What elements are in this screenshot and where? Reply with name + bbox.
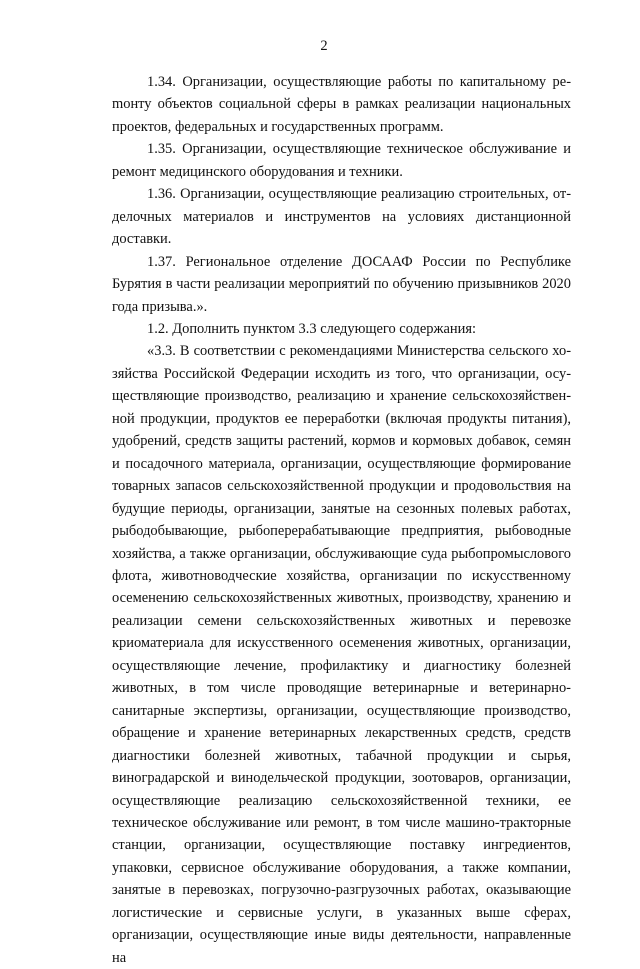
document-body [112,71,571,969]
paragraph-3-3: «3.3. В соответствии с рекомендациями Министерства сельского хозяйства Российской Федерации исходить из того, что организации, осуществляющие производство, реализацию и хранение сельскохозяйственной продукции, продуктов ее переработки (включая продукты питания), удобрений, средств защиты растений, кормов и кормовых добавок, семян и посадочного материала, организации, осуществляющие формирование товарных запасов сельскохозяйственной продукции и продовольствия на будущие периоды, организации, занятые на сезонных полевых работах, рыбодобывающие, рыбоперерабатывающие предприятия, рыбоводные хозяйства, а также организации, обслуживающие суда рыбопромыслового флота, животноводческие хозяйства, организации по искусственному осеменению сельскохозяйственных животных, производству, хранению и реализации семени сельскохозяйственных животных и перевозке криоматериала для искусственного осеменения животных, организации, осуществляющие лечение, профилактику и диагностику болезней животных, в том числе проводящие ветеринарные и ветеринарно-санитарные экспертизы, организации, осуществляющие производство, обращение и хранение ветеринарных лекарственных средств, средств диагностики болезней животных, табачной продукции и сырья, виноградарской и винодельческой продукции, зоотоваров, организации, осуществляющие реализацию сельскохозяйственной техники, ее техническое обслуживание или ремонт, в том числе машино-тракторные станции, организации, осуществляющие поставку ингредиентов, упаковки, сервисное обслуживание оборудования, а также компании, занятые в перевозках, погрузочно-разгрузочных работах, оказывающие логистические и сервисные услуги, в указанных выше сферах, организации, осуществляющие иные виды деятельности, направленные на [112,343,571,966]
paragraph-1-35: 1.35. Организации, осуществляющие техническое обслуживание и ремонт медицинского оборудования и техники. [112,141,571,180]
paragraph-1-37: 1.37. Региональное отделение ДОСААФ России по Республике Бурятия в части реализации мероприятий по обучению призывников 2020 года призыва.». [112,253,571,315]
paragraph-1-36: 1.36. Организации, осуществляющие реализацию строительных, отделочных материалов и инструментов на условиях дистанционной доставки. [112,186,571,248]
paragraph-1-34: 1.34. Организации, осуществляющие работы по капитальному реmонту объектов социальной сферы в рамках реализации национальных проектов, федеральных и государственных программ. [112,74,571,135]
page-number: 2 [320,38,328,54]
paragraph-1-2: 1.2. Дополнить пунктом 3.3 следующего содержания: [147,320,476,337]
